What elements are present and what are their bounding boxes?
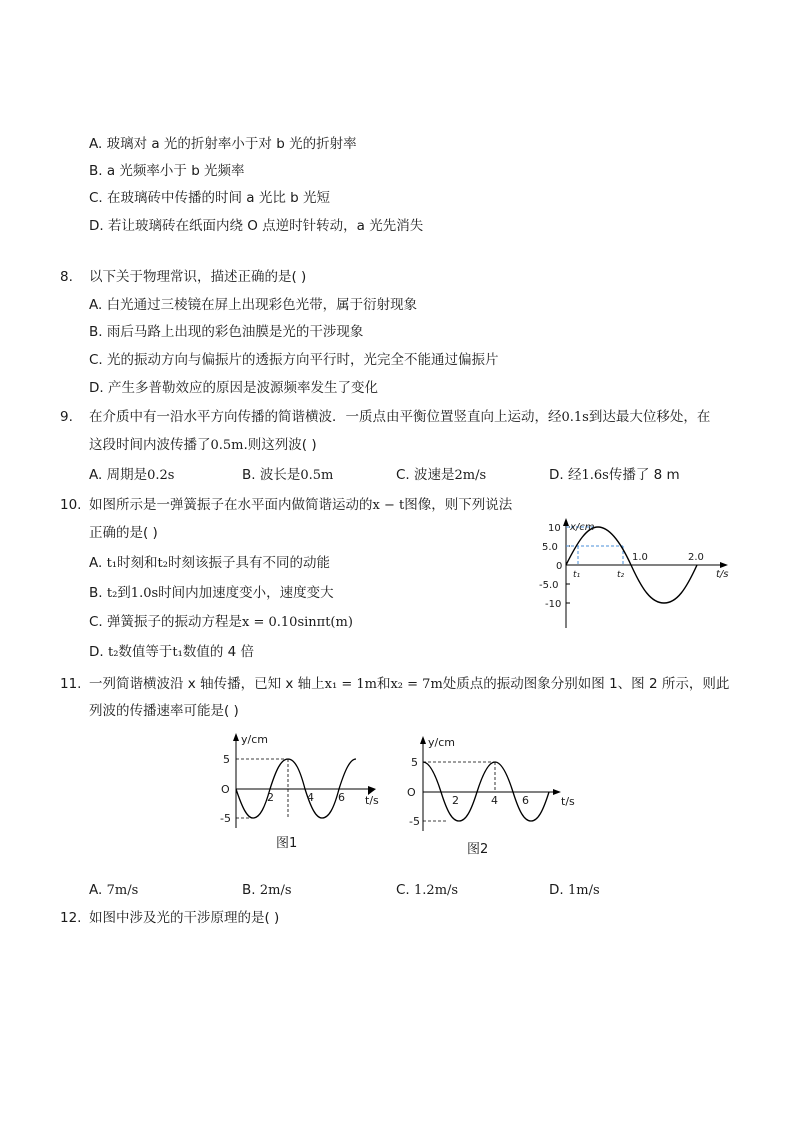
q11-figure-2 [405, 735, 585, 835]
fig1-ytick-m5: -5 [220, 812, 231, 825]
q10-line1-text-a: 如图所示是一弹簧振子在水平面内做简谐运动的 [89, 497, 373, 513]
q10-option-a-text1: 时刻和 [117, 555, 158, 571]
q7-option-b: B. a 光频率小于 b 光频率 [89, 163, 245, 179]
q9-option-a-value: 0.2s [147, 468, 175, 483]
fig1-xtick-4: 4 [307, 791, 314, 804]
q10-xt-label: x − t [372, 498, 405, 513]
q10-x-label: t/s [716, 569, 729, 580]
q10-option-b-text1: 到 [117, 585, 131, 601]
q10-ytick-m10: -10 [545, 599, 562, 610]
q9-option-c [396, 465, 486, 486]
q9-line1 [89, 407, 710, 428]
q10-option-b [89, 583, 334, 604]
q12-number: 12. [60, 910, 82, 926]
fig1-y-axis-arrow [233, 733, 239, 741]
q11-option-c [396, 880, 458, 901]
q10-option-c-equation: x = 0.10sinπt(m) [242, 615, 353, 630]
q8-number: 8. [60, 269, 73, 285]
q10-option-d-label: D. [89, 644, 108, 660]
q10-option-a-t1: t₁ [106, 556, 118, 571]
q8-stem: 以下关于物理常识，描述正确的是( ) [89, 269, 307, 285]
q10-option-a-label: A. [89, 555, 107, 571]
q11-x1: x₁ = 1m [324, 677, 377, 692]
q7-option-a: A. 玻璃对 a 光的折射率小于对 b 光的折射率 [89, 136, 357, 152]
fig2-x-label: t/s [561, 795, 575, 808]
fig1-ytick-5: 5 [223, 753, 230, 766]
fig2-xtick-6: 6 [522, 794, 529, 807]
q9-option-d-label: D. 经 [549, 467, 582, 483]
q10-option-b-text2: 时间内加速度变小，速度变大 [158, 585, 334, 601]
q8-option-d: D. 产生多普勒效应的原因是波源频率发生了变化 [89, 380, 378, 396]
fig2-y-label: y/cm [428, 736, 455, 749]
q9-option-a [89, 465, 174, 486]
q9-time-value: 0.1s [561, 410, 589, 425]
q11-line1-text-c: 处质点的振动图象分别如图 1、图 2 所示，则此 [442, 676, 730, 692]
q9-line2-text-a: 这段时间内波传播了 [89, 437, 211, 453]
q10-line1 [89, 495, 512, 516]
q10-xt-graph [536, 520, 736, 630]
fig2-ytick-5: 5 [411, 756, 418, 769]
q10-line2: 正确的是( ) [89, 525, 158, 541]
q11-option-b [242, 880, 292, 901]
q10-ytick-5: 5.0 [542, 542, 558, 553]
fig1-xtick-2: 2 [267, 791, 274, 804]
q11-option-d [549, 880, 600, 901]
q10-x-axis-arrow [720, 562, 728, 568]
q7-option-c: C. 在玻璃砖中传播的时间 a 光比 b 光短 [89, 190, 331, 206]
q11-number: 11. [60, 676, 82, 692]
q9-option-b-value: 0.5m [300, 468, 334, 483]
fig1-xtick-6: 6 [338, 791, 345, 804]
q8-option-b: B. 雨后马路上出现的彩色油膜是光的干涉现象 [89, 324, 364, 340]
q11-option-a-value: 7m/s [106, 883, 139, 898]
q10-option-d-t1: t₁ [172, 645, 183, 660]
fig1-x-label: t/s [365, 794, 379, 807]
q10-option-a [89, 553, 330, 574]
q10-option-d [89, 642, 254, 663]
fig2-ytick-m5: -5 [409, 815, 420, 828]
fig2-xtick-4: 4 [491, 794, 498, 807]
fig1-y-label: y/cm [241, 733, 268, 746]
q10-option-d-text2: 数值的 4 倍 [182, 644, 255, 660]
q11-line2: 列波的传播速率可能是( ) [89, 703, 239, 719]
fig1-caption: 图1 [276, 836, 298, 851]
q9-option-c-value: 2m/s [454, 468, 487, 483]
q10-ytick-0: 0 [556, 561, 563, 572]
q10-option-b-label: B. [89, 585, 107, 601]
q11-line1-text-a: 一列简谐横波沿 x 轴传播，已知 x 轴上 [89, 676, 325, 692]
q10-y-axis-arrow [563, 518, 569, 526]
q10-xtick-1: 1.0 [632, 552, 648, 563]
q10-t2-label: t₂ [617, 570, 625, 580]
q9-option-d-text: 传播了 8 m [608, 467, 680, 483]
q10-line1-text-b: 图像，则下列说法 [404, 497, 513, 513]
q10-ytick-m5: -5.0 [539, 580, 559, 591]
q9-option-a-label: A. 周期是 [89, 467, 148, 483]
q11-figure-1 [218, 732, 388, 832]
fig2-caption: 图2 [467, 842, 489, 857]
q9-number: 9. [60, 409, 73, 425]
q9-distance-value: 0.5m [210, 438, 244, 453]
q10-y-label: x/cm [570, 522, 595, 533]
q8-option-c: C. 光的振动方向与偏振片的透振方向平行时，光完全不能通过偏振片 [89, 352, 499, 368]
q10-t1-label: t₁ [573, 570, 581, 580]
q10-number: 10. [60, 497, 82, 513]
q10-option-c-text: C. 弹簧振子的振动方程是 [89, 614, 243, 630]
q11-option-b-value: 2m/s [259, 883, 292, 898]
q10-option-d-t2: t₂ [107, 645, 119, 660]
fig1-origin: O [221, 783, 230, 796]
q9-line2-text-b: .则这列波( ) [243, 437, 317, 453]
q12-stem: 如图中涉及光的干涉原理的是( ) [89, 910, 280, 926]
q11-x2: x₂ = 7m [390, 677, 443, 692]
q9-option-d-value: 1.6s [581, 468, 609, 483]
q9-option-b [242, 465, 333, 486]
q10-option-d-text1: 数值等于 [118, 644, 173, 660]
q11-option-a [89, 880, 138, 901]
fig2-xtick-2: 2 [452, 794, 459, 807]
q7-option-d: D. 若让玻璃砖在纸面内绕 O 点逆时针转动，a 光先消失 [89, 218, 424, 234]
q10-ytick-10: 10 [548, 523, 561, 534]
q9-line2 [89, 435, 317, 456]
q9-option-d [549, 465, 680, 486]
q11-option-b-label: B. [242, 882, 260, 898]
q9-option-c-label: C. 波速是 [396, 467, 455, 483]
q8-option-a: A. 白光通过三棱镜在屏上出现彩色光带，属于衍射现象 [89, 297, 418, 313]
q11-option-c-label: C. [396, 882, 415, 898]
q11-line1-and: 和 [376, 676, 391, 692]
q10-option-c [89, 612, 353, 633]
fig2-origin: O [407, 786, 416, 799]
q10-xtick-2: 2.0 [688, 552, 704, 563]
fig2-x-axis-arrow [553, 789, 561, 795]
q11-option-d-label: D. [549, 882, 568, 898]
q10-option-a-t2: t₂ [157, 556, 168, 571]
q11-line1 [89, 674, 729, 695]
q9-option-b-label: B. 波长是 [242, 467, 301, 483]
q10-option-b-t2: t₂ [106, 586, 118, 601]
q10-option-b-time: 1.0s [130, 586, 159, 601]
q11-option-a-label: A. [89, 882, 107, 898]
q9-line1-text-b: 到达最大位移处，在 [588, 409, 711, 425]
q11-option-c-value: 1.2m/s [414, 883, 459, 898]
q11-option-d-value: 1m/s [567, 883, 600, 898]
q10-option-a-text2: 时刻该振子具有不同的动能 [167, 555, 330, 571]
fig2-y-axis-arrow [420, 736, 426, 744]
q9-line1-text-a: 在介质中有一沿水平方向传播的简谐横波．一质点由平衡位置竖直向上运动，经 [89, 409, 562, 425]
